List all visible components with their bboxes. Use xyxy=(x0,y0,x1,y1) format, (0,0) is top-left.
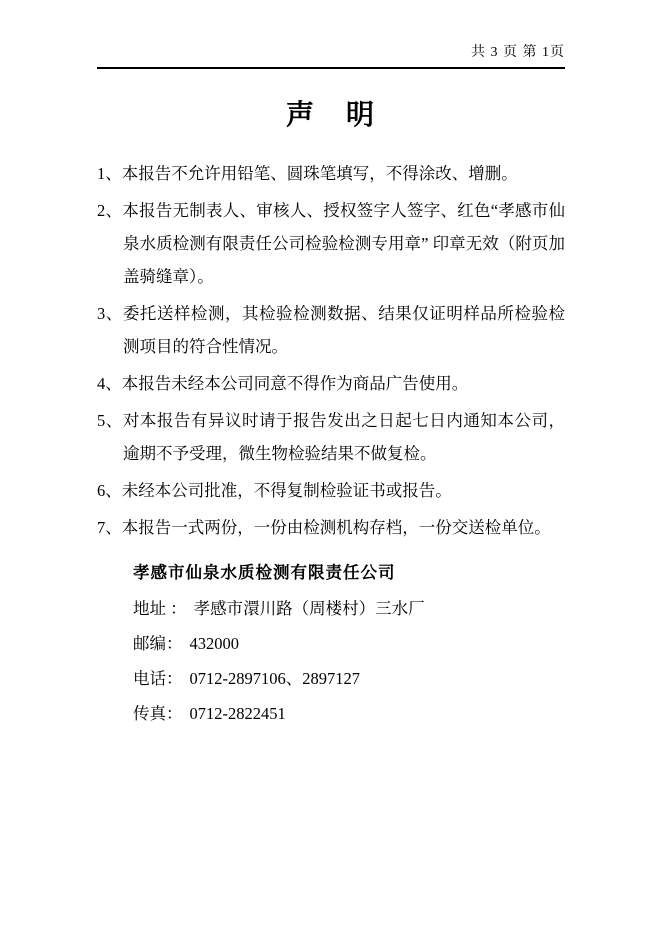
page-header xyxy=(97,44,565,69)
contact-value: 0712-2897106、2897127 xyxy=(189,669,360,688)
item-number: 2、 xyxy=(97,201,123,220)
item-text: 本报告不允许用铅笔、圆珠笔填写，不得涂改、增删。 xyxy=(121,164,518,183)
contact-value: 孝感市澴川路（周楼村）三水厂 xyxy=(193,599,425,618)
statement-item-1 xyxy=(97,157,565,190)
company-name: 孝感市仙泉水质检测有限责任公司 xyxy=(133,564,396,582)
contact-label: 传真： xyxy=(133,704,183,723)
contact-label: 邮编： xyxy=(133,634,183,653)
item-text: 本报告一式两份，一份由检测机构存档，一份交送检单位。 xyxy=(121,518,551,537)
page-title: 声 明 xyxy=(285,100,376,131)
statement-item-4 xyxy=(97,367,565,400)
statement-item-5 xyxy=(97,404,565,470)
company-info xyxy=(133,556,565,731)
item-text: 对本报告有异议时请于报告发出之日起七日内通知本公司，逾期不予受理，微生物检验结果不做复检。 xyxy=(122,411,566,463)
statement-item-7 xyxy=(97,511,565,544)
page-number-text: 共 3 页 第 1页 xyxy=(471,45,565,60)
contact-row-phone xyxy=(133,661,565,696)
contact-row-address xyxy=(133,591,565,626)
item-number: 7、 xyxy=(97,518,122,537)
item-text: 未经本公司批准，不得复制检验证书或报告。 xyxy=(121,481,452,500)
contact-value: 432000 xyxy=(189,634,239,653)
item-number: 5、 xyxy=(97,411,123,430)
item-text: 委托送样检测，其检验检测数据、结果仅证明样品所检验检测项目的符合性情况。 xyxy=(122,304,566,356)
statement-list xyxy=(97,157,565,544)
statement-item-3 xyxy=(97,297,565,363)
statement-item-6 xyxy=(97,474,565,507)
contact-label: 地址 ： xyxy=(133,599,187,618)
contact-row-postcode xyxy=(133,626,565,661)
item-number: 6、 xyxy=(97,481,122,500)
item-number: 3、 xyxy=(97,304,123,323)
contact-value: 0712-2822451 xyxy=(189,704,286,723)
item-text: 本报告无制表人、审核人、授权签字人签字、红色“孝感市仙泉水质检测有限责任公司检验检测专用章” 印章无效（附页加盖骑缝章）。 xyxy=(122,201,566,286)
item-number: 1、 xyxy=(97,164,122,183)
statement-item-2 xyxy=(97,194,565,293)
contact-label: 电话： xyxy=(133,669,183,688)
item-number: 4、 xyxy=(97,374,122,393)
item-text: 本报告未经本公司同意不得作为商品广告使用。 xyxy=(121,374,469,393)
contact-row-fax xyxy=(133,696,565,731)
